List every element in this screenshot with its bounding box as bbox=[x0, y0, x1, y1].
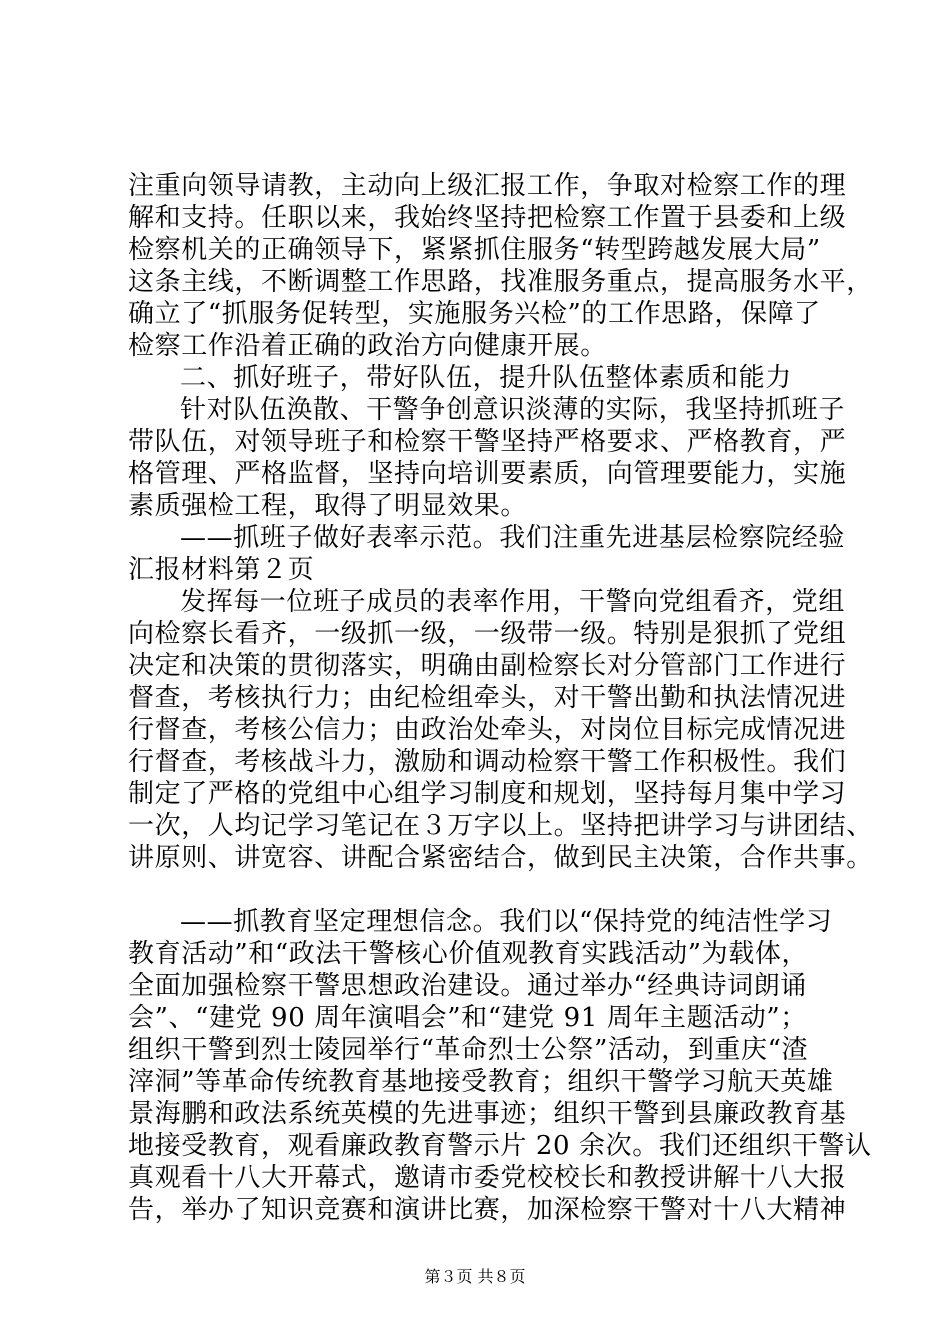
paragraph-line: ——抓教育坚定理想信念。我们以“保持党的纯洁性学习 bbox=[180, 907, 833, 937]
paragraph-line: 发挥每一位班子成员的表率作用，干警向党组看齐，党组 bbox=[180, 587, 846, 617]
paragraph-line: 督查，考核执行力；由纪检组牵头，对干警出勤和执法情况进 bbox=[128, 683, 847, 713]
paragraph-line: 告，举办了知识竞赛和演讲比赛，加深检察干警对十八大精神 bbox=[128, 1195, 847, 1225]
paragraph-line: 滓洞”等革命传统教育基地接受教育；组织干警学习航天英雄 bbox=[128, 1067, 834, 1097]
document-body bbox=[128, 170, 873, 1226]
paragraph-line: 检察工作沿着正确的政治方向健康开展。 bbox=[128, 331, 607, 361]
paragraph-line: 地接受教育，观看廉政教育警示片 20 余次。我们还组织干警认 bbox=[128, 1131, 872, 1161]
paragraph-line: 行督查，考核战斗力，激励和调动检察干警工作积极性。我们 bbox=[128, 747, 847, 777]
paragraph-line: 真观看十八大开幕式，邀请市委党校校长和教授讲解十八大报 bbox=[128, 1163, 847, 1193]
paragraph-line: 组织干警到烈士陵园举行“革命烈士公祭”活动，到重庆“渣 bbox=[128, 1035, 809, 1065]
paragraph-line: 讲原则、讲宽容、讲配合紧密结合，做到民主决策，合作共事。 bbox=[128, 843, 873, 873]
paragraph-gap bbox=[128, 874, 828, 906]
paragraph-line: 解和支持。任职以来，我始终坚持把检察工作置于县委和上级 bbox=[128, 203, 847, 233]
paragraph-line: ——抓班子做好表率示范。我们注重先进基层检察院经验 bbox=[180, 523, 846, 553]
paragraph-line: 会”、“建党 90 周年演唱会”和“建党 91 周年主题活动”； bbox=[128, 1003, 807, 1033]
paragraph-line: 一次，人均记学习笔记在３万字以上。坚持把讲学习与讲团结、 bbox=[128, 811, 873, 841]
paragraph-line: 格管理、严格监督，坚持向培训要素质，向管理要能力，实施 bbox=[128, 459, 847, 489]
paragraph-line: 带队伍，对领导班子和检察干警坚持严格要求、严格教育，严 bbox=[128, 427, 847, 457]
section-heading: 二、抓好班子，带好队伍，提升队伍整体素质和能力 bbox=[180, 363, 792, 393]
paragraph-line: 汇报材料第２页 bbox=[128, 555, 315, 585]
paragraph-line: 制定了严格的党组中心组学习制度和规划，坚持每月集中学习 bbox=[128, 779, 847, 809]
paragraph-line: 景海鹏和政法系统英模的先进事迹；组织干警到县廉政教育基 bbox=[128, 1099, 847, 1129]
paragraph-line: 向检察长看齐，一级抓一级，一级带一级。特别是狠抓了党组 bbox=[128, 619, 847, 649]
paragraph-line: 全面加强检察干警思想政治建设。通过举办“经典诗词朗诵 bbox=[128, 971, 807, 1001]
page-number-footer: 第３页 共８页 bbox=[424, 1267, 526, 1286]
paragraph-line: 素质强检工程，取得了明显效果。 bbox=[128, 491, 528, 521]
paragraph-line: 行督查，考核公信力；由政治处牵头，对岗位目标完成情况进 bbox=[128, 715, 847, 745]
paragraph-line: 针对队伍涣散、干警争创意识淡薄的实际，我坚持抓班子 bbox=[180, 395, 846, 425]
paragraph-line: 注重向领导请教，主动向上级汇报工作，争取对检察工作的理 bbox=[128, 171, 847, 201]
paragraph-line: 决定和决策的贯彻落实，明确由副检察长对分管部门工作进行 bbox=[128, 651, 847, 681]
paragraph-line: 这条主线，不断调整工作思路，找准服务重点，提高服务水平， bbox=[128, 267, 873, 297]
paragraph-line: 确立了“抓服务促转型，实施服务兴检”的工作思路，保障了 bbox=[128, 299, 821, 329]
paragraph-line: 教育活动”和“政法干警核心价值观教育实践活动”为载体， bbox=[128, 939, 809, 969]
paragraph-line: 检察机关的正确领导下，紧紧抓住服务“转型跨越发展大局” bbox=[128, 235, 821, 265]
